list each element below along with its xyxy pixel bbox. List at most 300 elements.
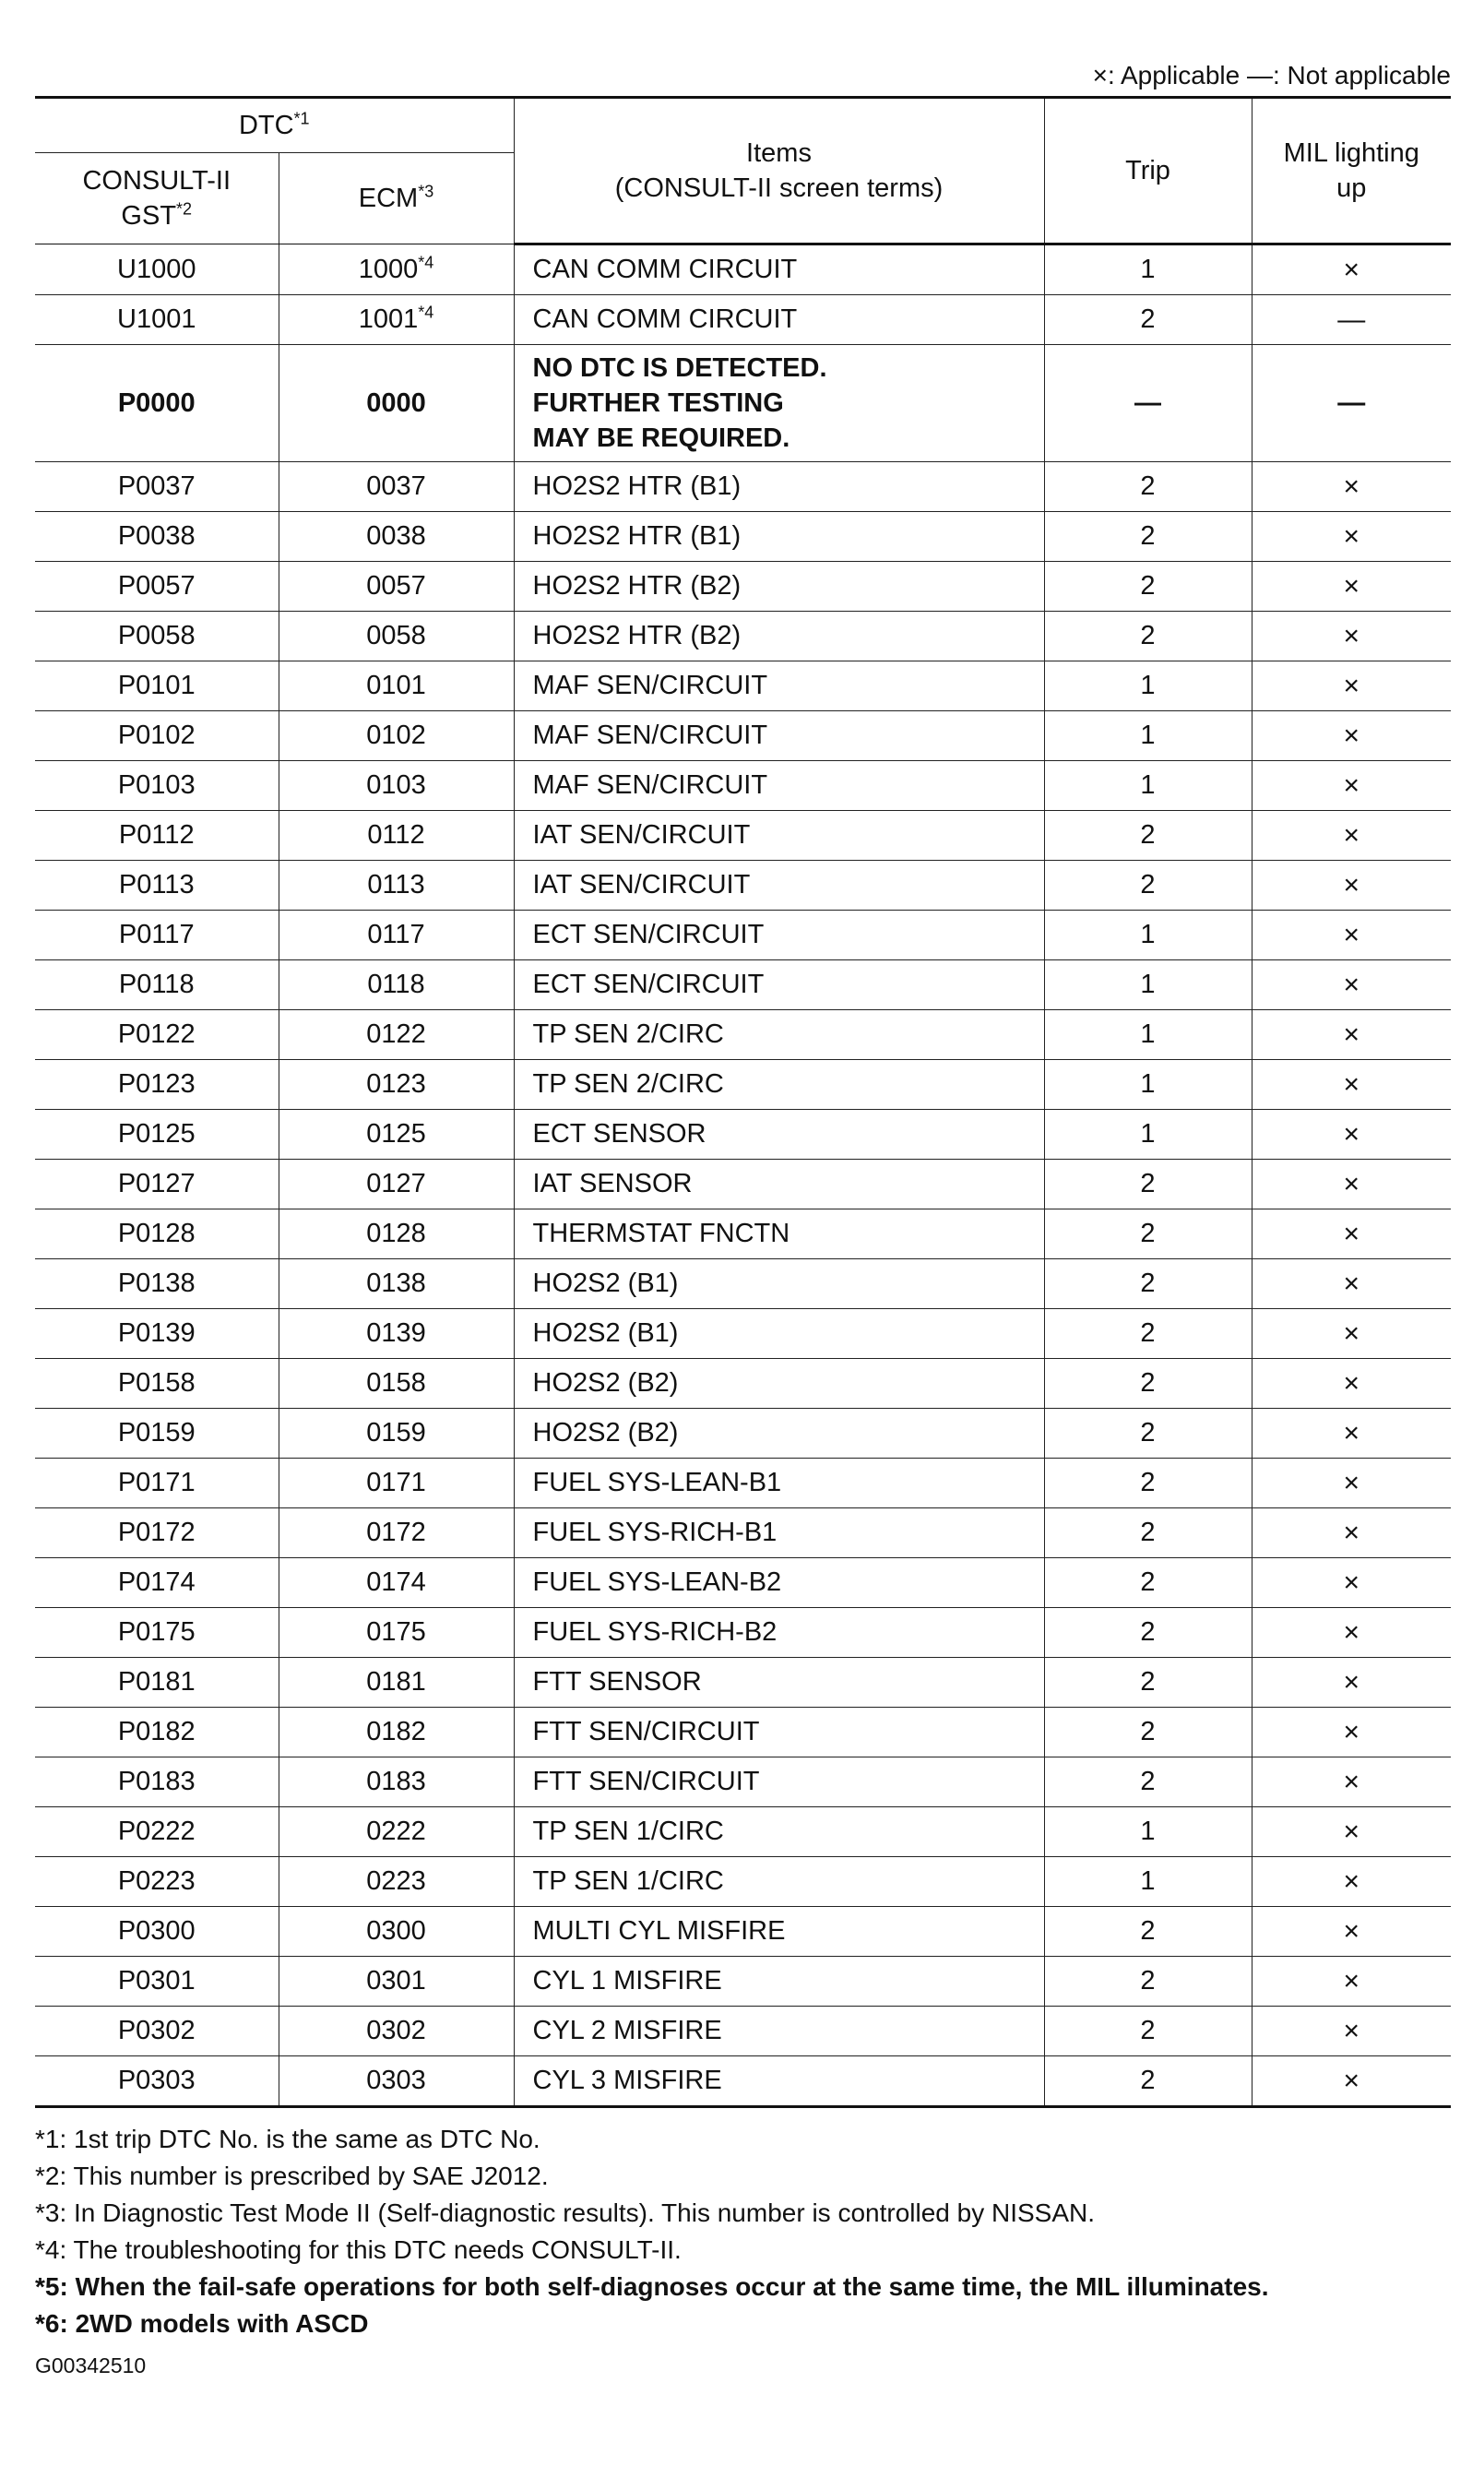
trip-count: 2 <box>1044 1658 1252 1708</box>
table-row <box>35 1558 1451 1608</box>
mil-indicator <box>1252 861 1451 911</box>
consult-gst-code: P0058 <box>35 612 279 661</box>
ecm-code-value: 0181 <box>366 1667 426 1697</box>
ecm-footnote-ref: *4 <box>418 303 434 322</box>
table-row <box>35 462 1451 512</box>
table-row <box>35 1160 1451 1209</box>
item-term-text: ECT SENSOR <box>532 1119 706 1149</box>
ecm-code <box>279 1359 514 1409</box>
ecm-code <box>279 1807 514 1857</box>
mil-indicator <box>1252 562 1451 612</box>
ecm-code-value: 0172 <box>366 1518 426 1547</box>
item-term-text: FTT SEN/CIRCUIT <box>532 1767 760 1796</box>
table-row <box>35 612 1451 661</box>
item-term-text: CYL 2 MISFIRE <box>532 2016 722 2045</box>
item-term <box>514 1807 1044 1857</box>
mil-indicator <box>1252 1658 1451 1708</box>
item-term <box>514 2007 1044 2056</box>
item-term-text: NO DTC IS DETECTED. FURTHER TESTING MAY BE REQUIRED. <box>532 353 827 453</box>
mil-indicator <box>1252 1110 1451 1160</box>
item-term-text: MAF SEN/CIRCUIT <box>532 671 768 700</box>
table-row <box>35 1409 1451 1459</box>
footnote: *5: When the fail-safe operations for both self-diagnoses occur at the same time, the MIL illuminates. <box>35 2272 1269 2301</box>
consult-gst-code: P0138 <box>35 1259 279 1309</box>
item-term <box>514 462 1044 512</box>
mil-indicator <box>1252 612 1451 661</box>
item-term <box>514 1409 1044 1459</box>
mil-indicator <box>1252 1259 1451 1309</box>
consult-gst-code: P0174 <box>35 1558 279 1608</box>
consult-gst-code: P0117 <box>35 911 279 960</box>
ecm-code <box>279 1558 514 1608</box>
trip-count: 2 <box>1044 1259 1252 1309</box>
item-term <box>514 911 1044 960</box>
mil-indicator <box>1252 1757 1451 1807</box>
table-row <box>35 661 1451 711</box>
consult-gst-code: P0158 <box>35 1359 279 1409</box>
table-row <box>35 1010 1451 1060</box>
mil-header: MIL lighting up <box>1252 98 1451 244</box>
mil-indicator <box>1252 711 1451 761</box>
mil-indicator <box>1252 295 1451 345</box>
item-term <box>514 1160 1044 1209</box>
ecm-code-value: 0058 <box>366 621 426 650</box>
mil-indicator <box>1252 911 1451 960</box>
mil-indicator <box>1252 761 1451 811</box>
trip-count: 1 <box>1044 761 1252 811</box>
ecm-code <box>279 462 514 512</box>
mil-indicator <box>1252 1309 1451 1359</box>
ecm-code-value: 0159 <box>366 1418 426 1448</box>
applicable-mark: × <box>1343 1417 1360 1448</box>
table-row <box>35 761 1451 811</box>
mil-indicator <box>1252 345 1451 462</box>
consult-gst-code: P0127 <box>35 1160 279 1209</box>
trip-count: 2 <box>1044 612 1252 661</box>
item-term <box>514 1259 1044 1309</box>
ecm-code-value: 0138 <box>366 1269 426 1298</box>
trip-count: 2 <box>1044 1508 1252 1558</box>
ecm-code <box>279 2007 514 2056</box>
trip-count: 1 <box>1044 1060 1252 1110</box>
trip-count: 1 <box>1044 911 1252 960</box>
applicable-mark: × <box>1343 720 1360 751</box>
item-term-text: FUEL SYS-RICH-B1 <box>532 1518 778 1547</box>
table-row <box>35 1259 1451 1309</box>
ecm-code-value: 0182 <box>366 1717 426 1746</box>
mil-indicator <box>1252 960 1451 1010</box>
items-header: Items (CONSULT-II screen terms) <box>514 98 1044 244</box>
item-term <box>514 1907 1044 1957</box>
item-term <box>514 295 1044 345</box>
consult-gst-code: P0301 <box>35 1957 279 2007</box>
mil-indicator <box>1252 1010 1451 1060</box>
trip-count: 1 <box>1044 1010 1252 1060</box>
item-term-text: MULTI CYL MISFIRE <box>532 1916 786 1946</box>
item-term <box>514 761 1044 811</box>
item-term-text: FUEL SYS-LEAN-B2 <box>532 1567 782 1597</box>
ecm-code <box>279 1259 514 1309</box>
applicable-mark: × <box>1343 2015 1360 2046</box>
item-term <box>514 1110 1044 1160</box>
item-term-text: FTT SEN/CIRCUIT <box>532 1717 760 1746</box>
item-term-text: HO2S2 HTR (B2) <box>532 571 742 601</box>
consult-header: CONSULT-II GST$^{*2}$ <box>35 153 279 244</box>
ecm-code-value: 0123 <box>366 1069 426 1099</box>
consult-gst-code: P0101 <box>35 661 279 711</box>
ecm-code <box>279 1309 514 1359</box>
mil-indicator <box>1252 811 1451 861</box>
ecm-code <box>279 244 514 295</box>
ecm-code-value: 0112 <box>367 820 425 850</box>
ecm-code-value: 0057 <box>366 571 426 601</box>
trip-count: 2 <box>1044 462 1252 512</box>
ecm-code-value: 0125 <box>366 1119 426 1149</box>
item-term <box>514 345 1044 462</box>
ecm-code-value: 0103 <box>366 770 426 800</box>
applicable-mark: × <box>1343 869 1360 900</box>
table-row <box>35 295 1451 345</box>
item-term-text: ECT SEN/CIRCUIT <box>532 920 765 949</box>
item-term <box>514 1857 1044 1907</box>
ecm-code <box>279 811 514 861</box>
trip-count: 2 <box>1044 2056 1252 2107</box>
trip-count: — <box>1044 345 1252 462</box>
consult-gst-code: P0181 <box>35 1658 279 1708</box>
item-term <box>514 562 1044 612</box>
item-term-text: HO2S2 (B2) <box>532 1368 679 1398</box>
applicable-mark: × <box>1343 1915 1360 1947</box>
footnote: *1: 1st trip DTC No. is the same as DTC No. <box>35 2125 540 2153</box>
consult-gst-code: P0128 <box>35 1209 279 1259</box>
ecm-code-value: 0102 <box>366 721 426 750</box>
ecm-code <box>279 1708 514 1757</box>
applicable-mark: × <box>1343 1567 1360 1598</box>
ecm-code-value: 0127 <box>366 1169 426 1198</box>
table-row <box>35 1110 1451 1160</box>
consult-gst-code: P0113 <box>35 861 279 911</box>
footnote: *3: In Diagnostic Test Mode II (Self-diagnostic results). This number is controlled by NISSAN. <box>35 2198 1096 2227</box>
mil-indicator <box>1252 1359 1451 1409</box>
item-term <box>514 661 1044 711</box>
ecm-code-value: 0302 <box>366 2016 426 2045</box>
consult-gst-code: P0302 <box>35 2007 279 2056</box>
table-row <box>35 1209 1451 1259</box>
footnote: *2: This number is prescribed by SAE J2012. <box>35 2162 549 2190</box>
item-term <box>514 1508 1044 1558</box>
ecm-code-value: 0171 <box>366 1468 426 1497</box>
applicable-mark: × <box>1343 1218 1360 1249</box>
item-term <box>514 711 1044 761</box>
item-term <box>514 1309 1044 1359</box>
trip-count: 2 <box>1044 1209 1252 1259</box>
consult-gst-code: P0172 <box>35 1508 279 1558</box>
table-row <box>35 1060 1451 1110</box>
applicable-mark: × <box>1343 1816 1360 1847</box>
ecm-code <box>279 761 514 811</box>
item-term-text: THERMSTAT FNCTN <box>532 1219 790 1248</box>
item-term-text: TP SEN 2/CIRC <box>532 1069 724 1099</box>
item-term <box>514 1010 1044 1060</box>
consult-gst-code: P0159 <box>35 1409 279 1459</box>
ecm-code <box>279 1508 514 1558</box>
consult-gst-code: P0122 <box>35 1010 279 1060</box>
mil-indicator <box>1252 1708 1451 1757</box>
applicable-mark: × <box>1343 1766 1360 1797</box>
item-term-text: IAT SEN/CIRCUIT <box>532 870 751 899</box>
item-term-text: IAT SENSOR <box>532 1169 693 1198</box>
table-row <box>35 562 1451 612</box>
ecm-code <box>279 661 514 711</box>
trip-count: 2 <box>1044 1309 1252 1359</box>
table-row <box>35 960 1451 1010</box>
ecm-code-value: 0139 <box>366 1318 426 1348</box>
consult-gst-code: P0171 <box>35 1459 279 1508</box>
applicable-mark: × <box>1343 919 1360 950</box>
ecm-code-value: 1001 <box>358 304 419 334</box>
mil-indicator <box>1252 1957 1451 2007</box>
consult-gst-code: P0057 <box>35 562 279 612</box>
applicability-legend: ×: Applicable —: Not applicable <box>1092 61 1451 89</box>
applicable-mark: × <box>1343 819 1360 851</box>
mil-indicator <box>1252 1907 1451 1957</box>
item-term <box>514 2056 1044 2107</box>
ecm-code-value: 0174 <box>366 1567 426 1597</box>
item-term <box>514 1209 1044 1259</box>
consult-gst-code: P0123 <box>35 1060 279 1110</box>
mil-indicator <box>1252 1558 1451 1608</box>
ecm-code-value: 0113 <box>367 870 425 899</box>
mil-indicator <box>1252 462 1451 512</box>
ecm-code <box>279 1010 514 1060</box>
consult-gst-code: P0103 <box>35 761 279 811</box>
table-row <box>35 911 1451 960</box>
trip-count: 2 <box>1044 1708 1252 1757</box>
trip-count: 2 <box>1044 861 1252 911</box>
ecm-code <box>279 1060 514 1110</box>
footnote: *4: The troubleshooting for this DTC needs CONSULT-II. <box>35 2235 682 2264</box>
trip-count: 2 <box>1044 1558 1252 1608</box>
ecm-code-value: 0175 <box>366 1617 426 1647</box>
item-term-text: FUEL SYS-RICH-B2 <box>532 1617 778 1647</box>
item-term-text: MAF SEN/CIRCUIT <box>532 721 768 750</box>
table-row <box>35 512 1451 562</box>
applicable-mark: × <box>1343 769 1360 801</box>
item-term-text: HO2S2 (B1) <box>532 1318 679 1348</box>
applicable-mark: × <box>1343 1965 1360 1996</box>
consult-gst-code: P0223 <box>35 1857 279 1907</box>
ecm-code <box>279 2056 514 2107</box>
item-term <box>514 1359 1044 1409</box>
ecm-code-value: 0300 <box>366 1916 426 1946</box>
ecm-code-value: 0101 <box>366 671 426 700</box>
trip-count: 2 <box>1044 295 1252 345</box>
consult-gst-code: P0037 <box>35 462 279 512</box>
ecm-code <box>279 1957 514 2007</box>
table-row <box>35 811 1451 861</box>
consult-gst-code: P0139 <box>35 1309 279 1359</box>
ecm-code <box>279 1160 514 1209</box>
item-term <box>514 1608 1044 1658</box>
item-term <box>514 1558 1044 1608</box>
consult-gst-code: P0102 <box>35 711 279 761</box>
dtc-table <box>35 96 1451 2108</box>
table-row <box>35 244 1451 295</box>
item-term-text: FTT SENSOR <box>532 1667 702 1697</box>
applicable-mark: × <box>1343 1467 1360 1498</box>
ecm-code-value: 0122 <box>366 1019 426 1049</box>
ecm-code <box>279 1459 514 1508</box>
mil-indicator <box>1252 1807 1451 1857</box>
mil-indicator <box>1252 1409 1451 1459</box>
ecm-header: ECM$^{*3}$ <box>279 153 514 244</box>
applicable-mark: × <box>1343 520 1360 552</box>
consult-gst-code: U1000 <box>35 244 279 295</box>
ecm-code <box>279 1857 514 1907</box>
consult-gst-code: P0183 <box>35 1757 279 1807</box>
table-row <box>35 1359 1451 1409</box>
table-row <box>35 345 1451 462</box>
item-term <box>514 1459 1044 1508</box>
trip-count: 1 <box>1044 711 1252 761</box>
ecm-code-value: 0158 <box>366 1368 426 1398</box>
table-row <box>35 1857 1451 1907</box>
ecm-code-value: 0223 <box>366 1866 426 1896</box>
ecm-code-value: 0301 <box>366 1966 426 1996</box>
mil-indicator <box>1252 661 1451 711</box>
mil-indicator <box>1252 1060 1451 1110</box>
table-row <box>35 1309 1451 1359</box>
item-term <box>514 1658 1044 1708</box>
figure-code: G00342510 <box>35 2353 147 2377</box>
ecm-code <box>279 1110 514 1160</box>
table-row <box>35 861 1451 911</box>
mil-indicator <box>1252 1160 1451 1209</box>
item-term <box>514 1757 1044 1807</box>
item-term <box>514 244 1044 295</box>
applicable-mark: × <box>1343 670 1360 701</box>
trip-count: 2 <box>1044 1608 1252 1658</box>
item-term-text: IAT SEN/CIRCUIT <box>532 820 751 850</box>
applicable-mark: × <box>1343 1168 1360 1199</box>
consult-gst-code: P0000 <box>35 345 279 462</box>
trip-count: 2 <box>1044 1160 1252 1209</box>
table-row <box>35 1957 1451 2007</box>
applicable-mark: × <box>1343 1317 1360 1349</box>
trip-count: 2 <box>1044 1459 1252 1508</box>
applicable-mark: × <box>1343 1616 1360 1648</box>
dtc-page <box>35 55 1451 2378</box>
applicable-mark: × <box>1343 620 1360 651</box>
applicable-mark: × <box>1343 1716 1360 1747</box>
ecm-code <box>279 562 514 612</box>
ecm-code-value: 0000 <box>366 387 426 418</box>
item-term-text: ECT SEN/CIRCUIT <box>532 970 765 999</box>
trip-count: 2 <box>1044 1409 1252 1459</box>
applicable-mark: × <box>1343 2065 1360 2096</box>
item-term-text: CYL 1 MISFIRE <box>532 1966 722 1996</box>
ecm-code <box>279 295 514 345</box>
ecm-footnote-ref: *4 <box>418 252 434 271</box>
ecm-code-value: 0117 <box>367 920 425 949</box>
applicable-mark: × <box>1343 1268 1360 1299</box>
mil-indicator <box>1252 2056 1451 2107</box>
table-row <box>35 1807 1451 1857</box>
mil-indicator <box>1252 1209 1451 1259</box>
applicable-mark: × <box>1343 1517 1360 1548</box>
table-row <box>35 1608 1451 1658</box>
applicable-mark: × <box>1343 1367 1360 1399</box>
table-row <box>35 1508 1451 1558</box>
consult-gst-code: P0038 <box>35 512 279 562</box>
ecm-code <box>279 960 514 1010</box>
ecm-code <box>279 612 514 661</box>
mil-indicator <box>1252 512 1451 562</box>
item-term <box>514 1060 1044 1110</box>
ecm-code-value: 0303 <box>366 2066 426 2095</box>
item-term-text: TP SEN 1/CIRC <box>532 1817 724 1846</box>
trip-count: 1 <box>1044 244 1252 295</box>
ecm-code-value: 0222 <box>366 1817 426 1846</box>
item-term-text: FUEL SYS-LEAN-B1 <box>532 1468 782 1497</box>
item-term-text: HO2S2 (B1) <box>532 1269 679 1298</box>
trip-count: 2 <box>1044 562 1252 612</box>
table-row <box>35 1658 1451 1708</box>
applicable-mark: × <box>1343 1068 1360 1100</box>
ecm-code-value: 0128 <box>366 1219 426 1248</box>
ecm-code <box>279 1409 514 1459</box>
item-term-text: HO2S2 (B2) <box>532 1418 679 1448</box>
ecm-code <box>279 512 514 562</box>
trip-count: 1 <box>1044 1807 1252 1857</box>
consult-gst-code: P0118 <box>35 960 279 1010</box>
trip-count: 1 <box>1044 960 1252 1010</box>
ecm-code <box>279 711 514 761</box>
table-row <box>35 2007 1451 2056</box>
item-term-text: CYL 3 MISFIRE <box>532 2066 722 2095</box>
trip-count: 1 <box>1044 1110 1252 1160</box>
item-term-text: HO2S2 HTR (B1) <box>532 521 742 551</box>
item-term-text: CAN COMM CIRCUIT <box>532 304 798 334</box>
ecm-code <box>279 1907 514 1957</box>
mil-indicator <box>1252 244 1451 295</box>
trip-count: 2 <box>1044 811 1252 861</box>
table-row <box>35 2056 1451 2107</box>
consult-gst-code: P0112 <box>35 811 279 861</box>
item-term <box>514 811 1044 861</box>
dtc-group-header: DTC$^{*1}$ <box>35 98 514 153</box>
consult-gst-code: P0175 <box>35 1608 279 1658</box>
footnote: *6: 2WD models with ASCD <box>35 2309 369 2338</box>
table-header-row <box>35 98 1451 153</box>
table-row <box>35 1459 1451 1508</box>
item-term-text: MAF SEN/CIRCUIT <box>532 770 768 800</box>
consult-gst-code: P0182 <box>35 1708 279 1757</box>
consult-gst-code: P0222 <box>35 1807 279 1857</box>
trip-count: 2 <box>1044 2007 1252 2056</box>
ecm-code <box>279 1658 514 1708</box>
item-term-text: HO2S2 HTR (B2) <box>532 621 742 650</box>
mil-indicator <box>1252 1857 1451 1907</box>
table-row <box>35 1757 1451 1807</box>
ecm-code-value: 0037 <box>366 471 426 501</box>
item-term <box>514 960 1044 1010</box>
applicable-mark: × <box>1343 254 1360 285</box>
table-row <box>35 711 1451 761</box>
mil-indicator <box>1252 1459 1451 1508</box>
ecm-code-value: 0038 <box>366 521 426 551</box>
not-applicable-mark: — <box>1337 387 1366 418</box>
